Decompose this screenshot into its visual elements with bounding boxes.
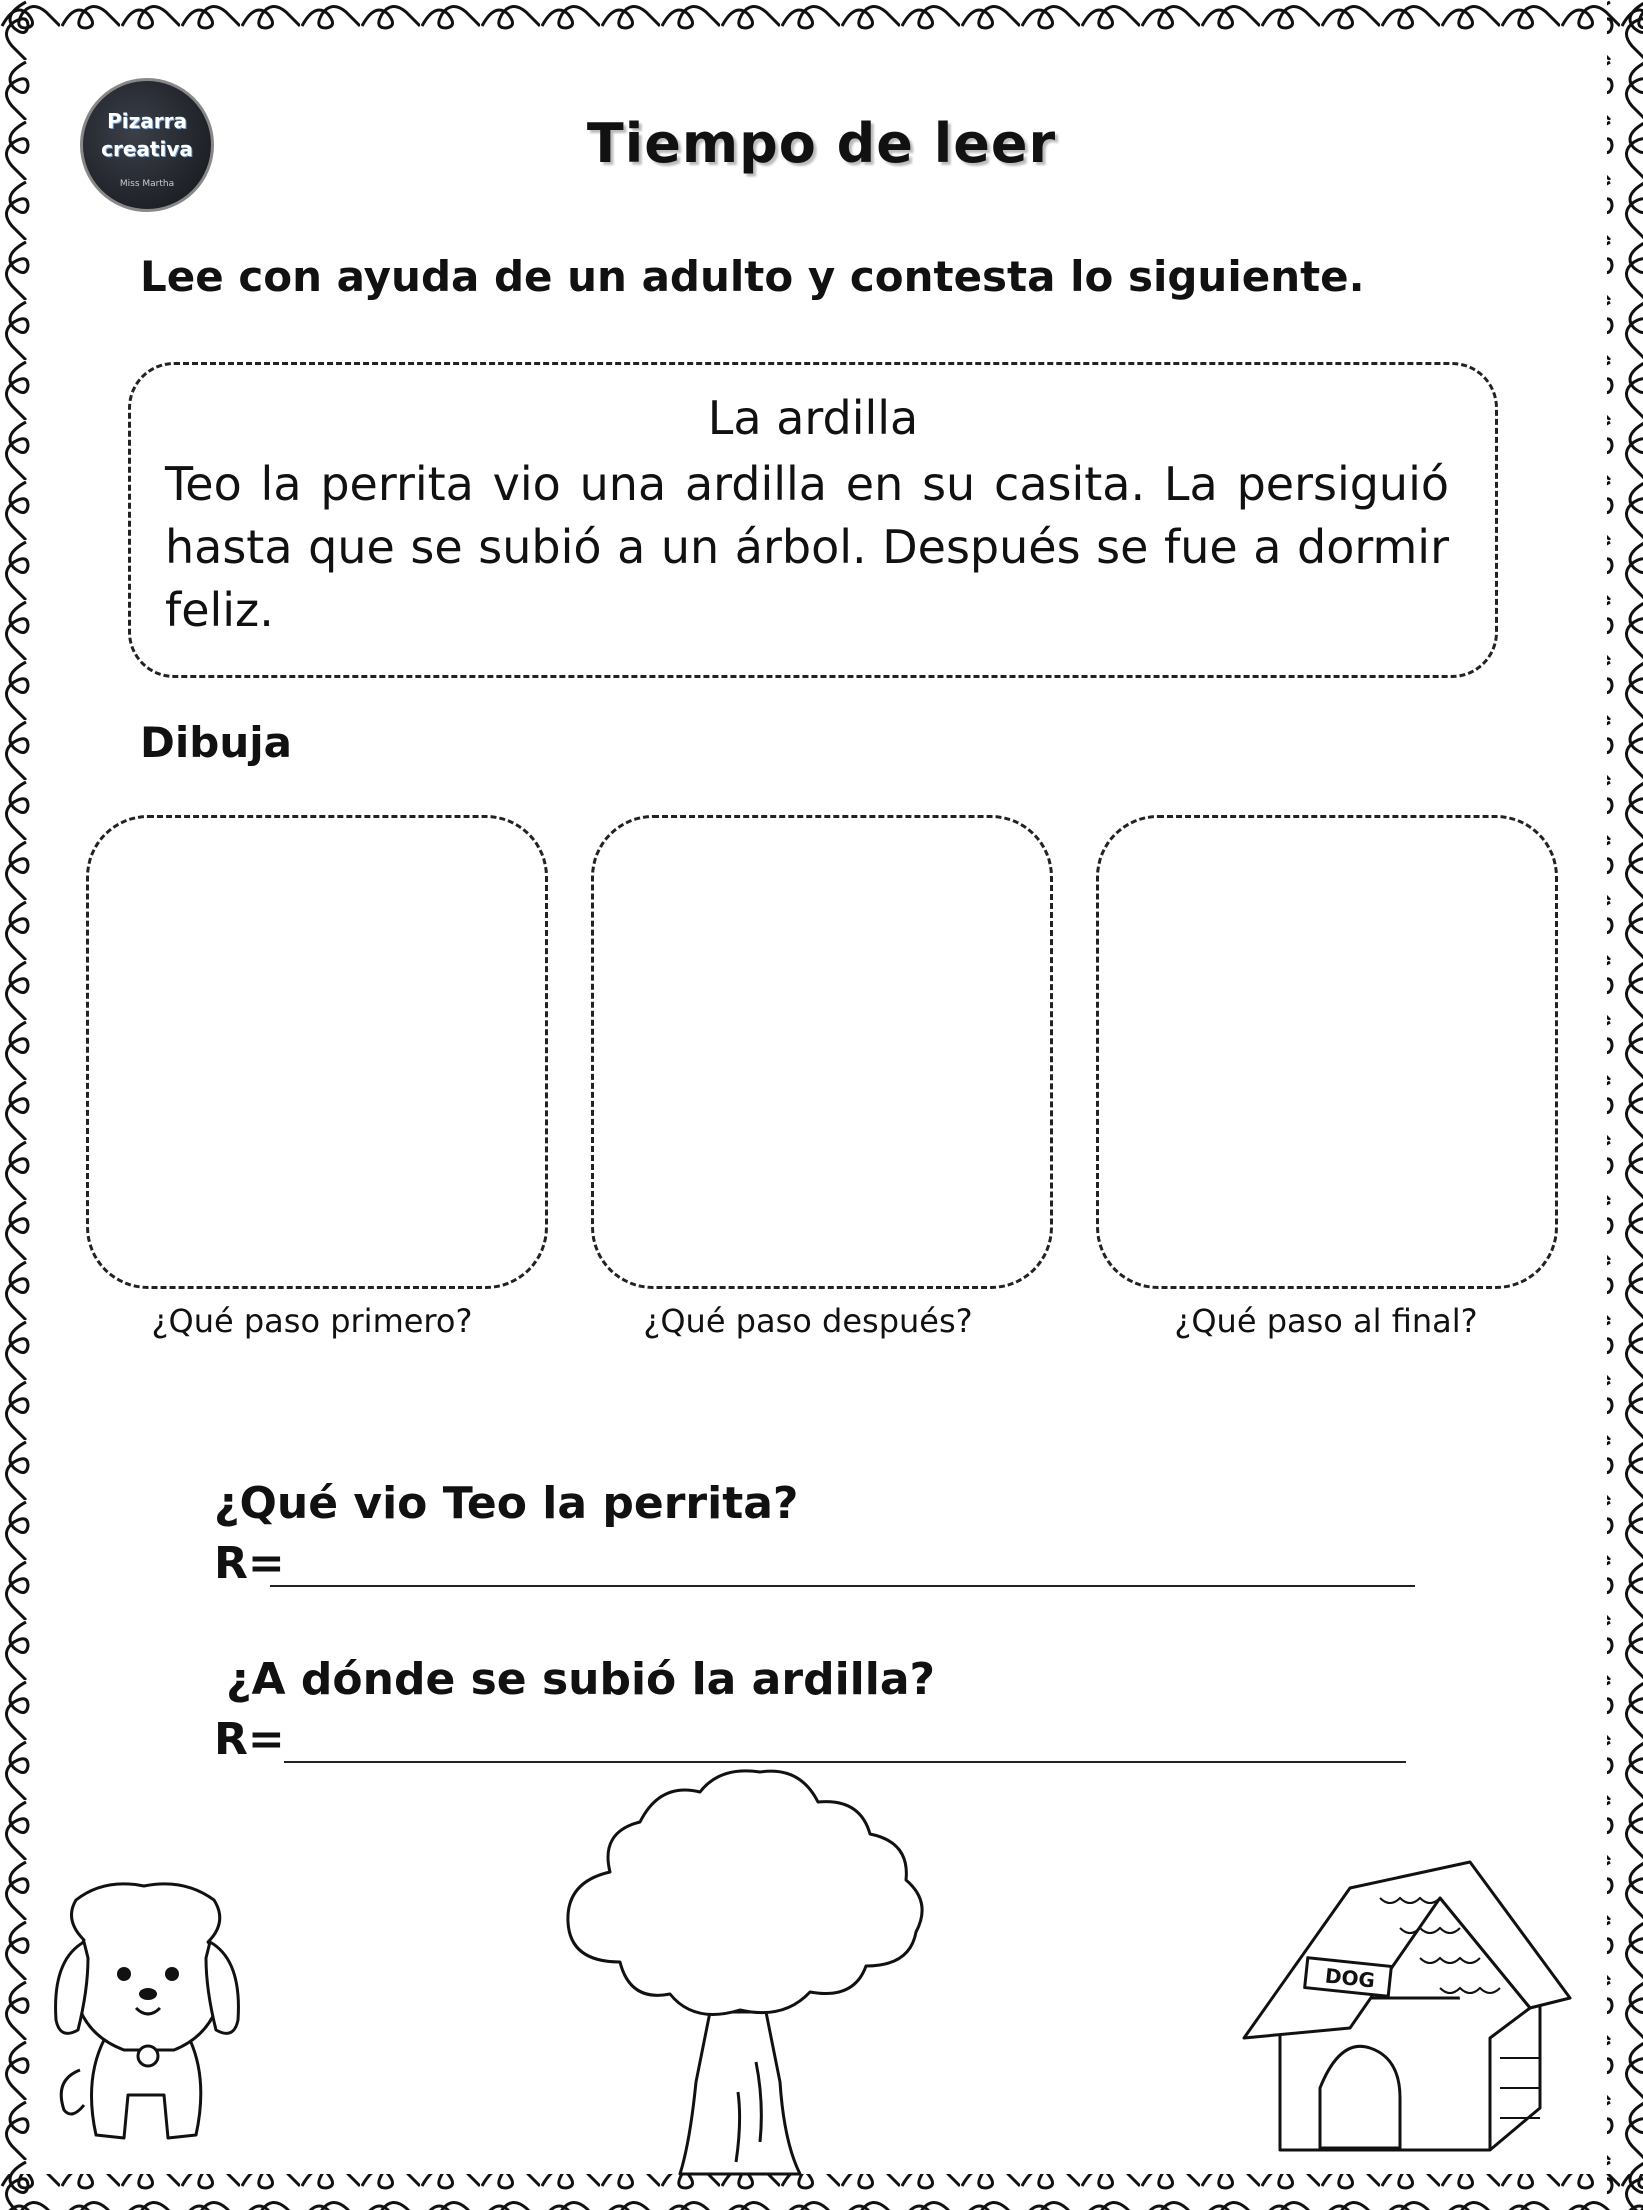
dog-illustration — [44, 1880, 254, 2150]
caption-first: ¿Qué paso primero? — [151, 1302, 473, 1340]
tree-illustration — [560, 1762, 940, 2192]
caption-next: ¿Qué paso después? — [643, 1302, 973, 1340]
draw-panel-first[interactable] — [86, 815, 548, 1289]
story-title: La ardilla — [707, 391, 919, 445]
answer-label-2: R= — [214, 1714, 285, 1765]
draw-heading: Dibuja — [140, 718, 292, 767]
logo-line-3: Miss Martha — [119, 179, 175, 189]
answer-line-1[interactable] — [270, 1585, 1415, 1587]
draw-panel-final[interactable] — [1096, 815, 1558, 1289]
story-text: Teo la perrita vio una ardilla en su casita. La persiguió hasta que se subió a un árbol. Después se fue a dormir feliz. — [165, 457, 1449, 637]
draw-panel-next[interactable] — [591, 815, 1053, 1289]
logo-line-1: Pizarra — [107, 109, 187, 133]
question-2: ¿A dónde se subió la ardilla? — [226, 1654, 936, 1705]
doghouse-illustration — [1240, 1858, 1590, 2158]
doghouse-sign-text: DOG — [1323, 1963, 1377, 1993]
page-title: Tiempo de leer — [586, 112, 1057, 175]
question-1: ¿Qué vio Teo la perrita? — [214, 1478, 799, 1529]
story-box — [128, 362, 1498, 678]
answer-label-1: R= — [214, 1538, 285, 1589]
instruction-text: Lee con ayuda de un adulto y contesta lo siguiente. — [140, 252, 1365, 301]
caption-final: ¿Qué paso al final? — [1174, 1302, 1478, 1340]
logo-line-2: creativa — [101, 137, 193, 161]
